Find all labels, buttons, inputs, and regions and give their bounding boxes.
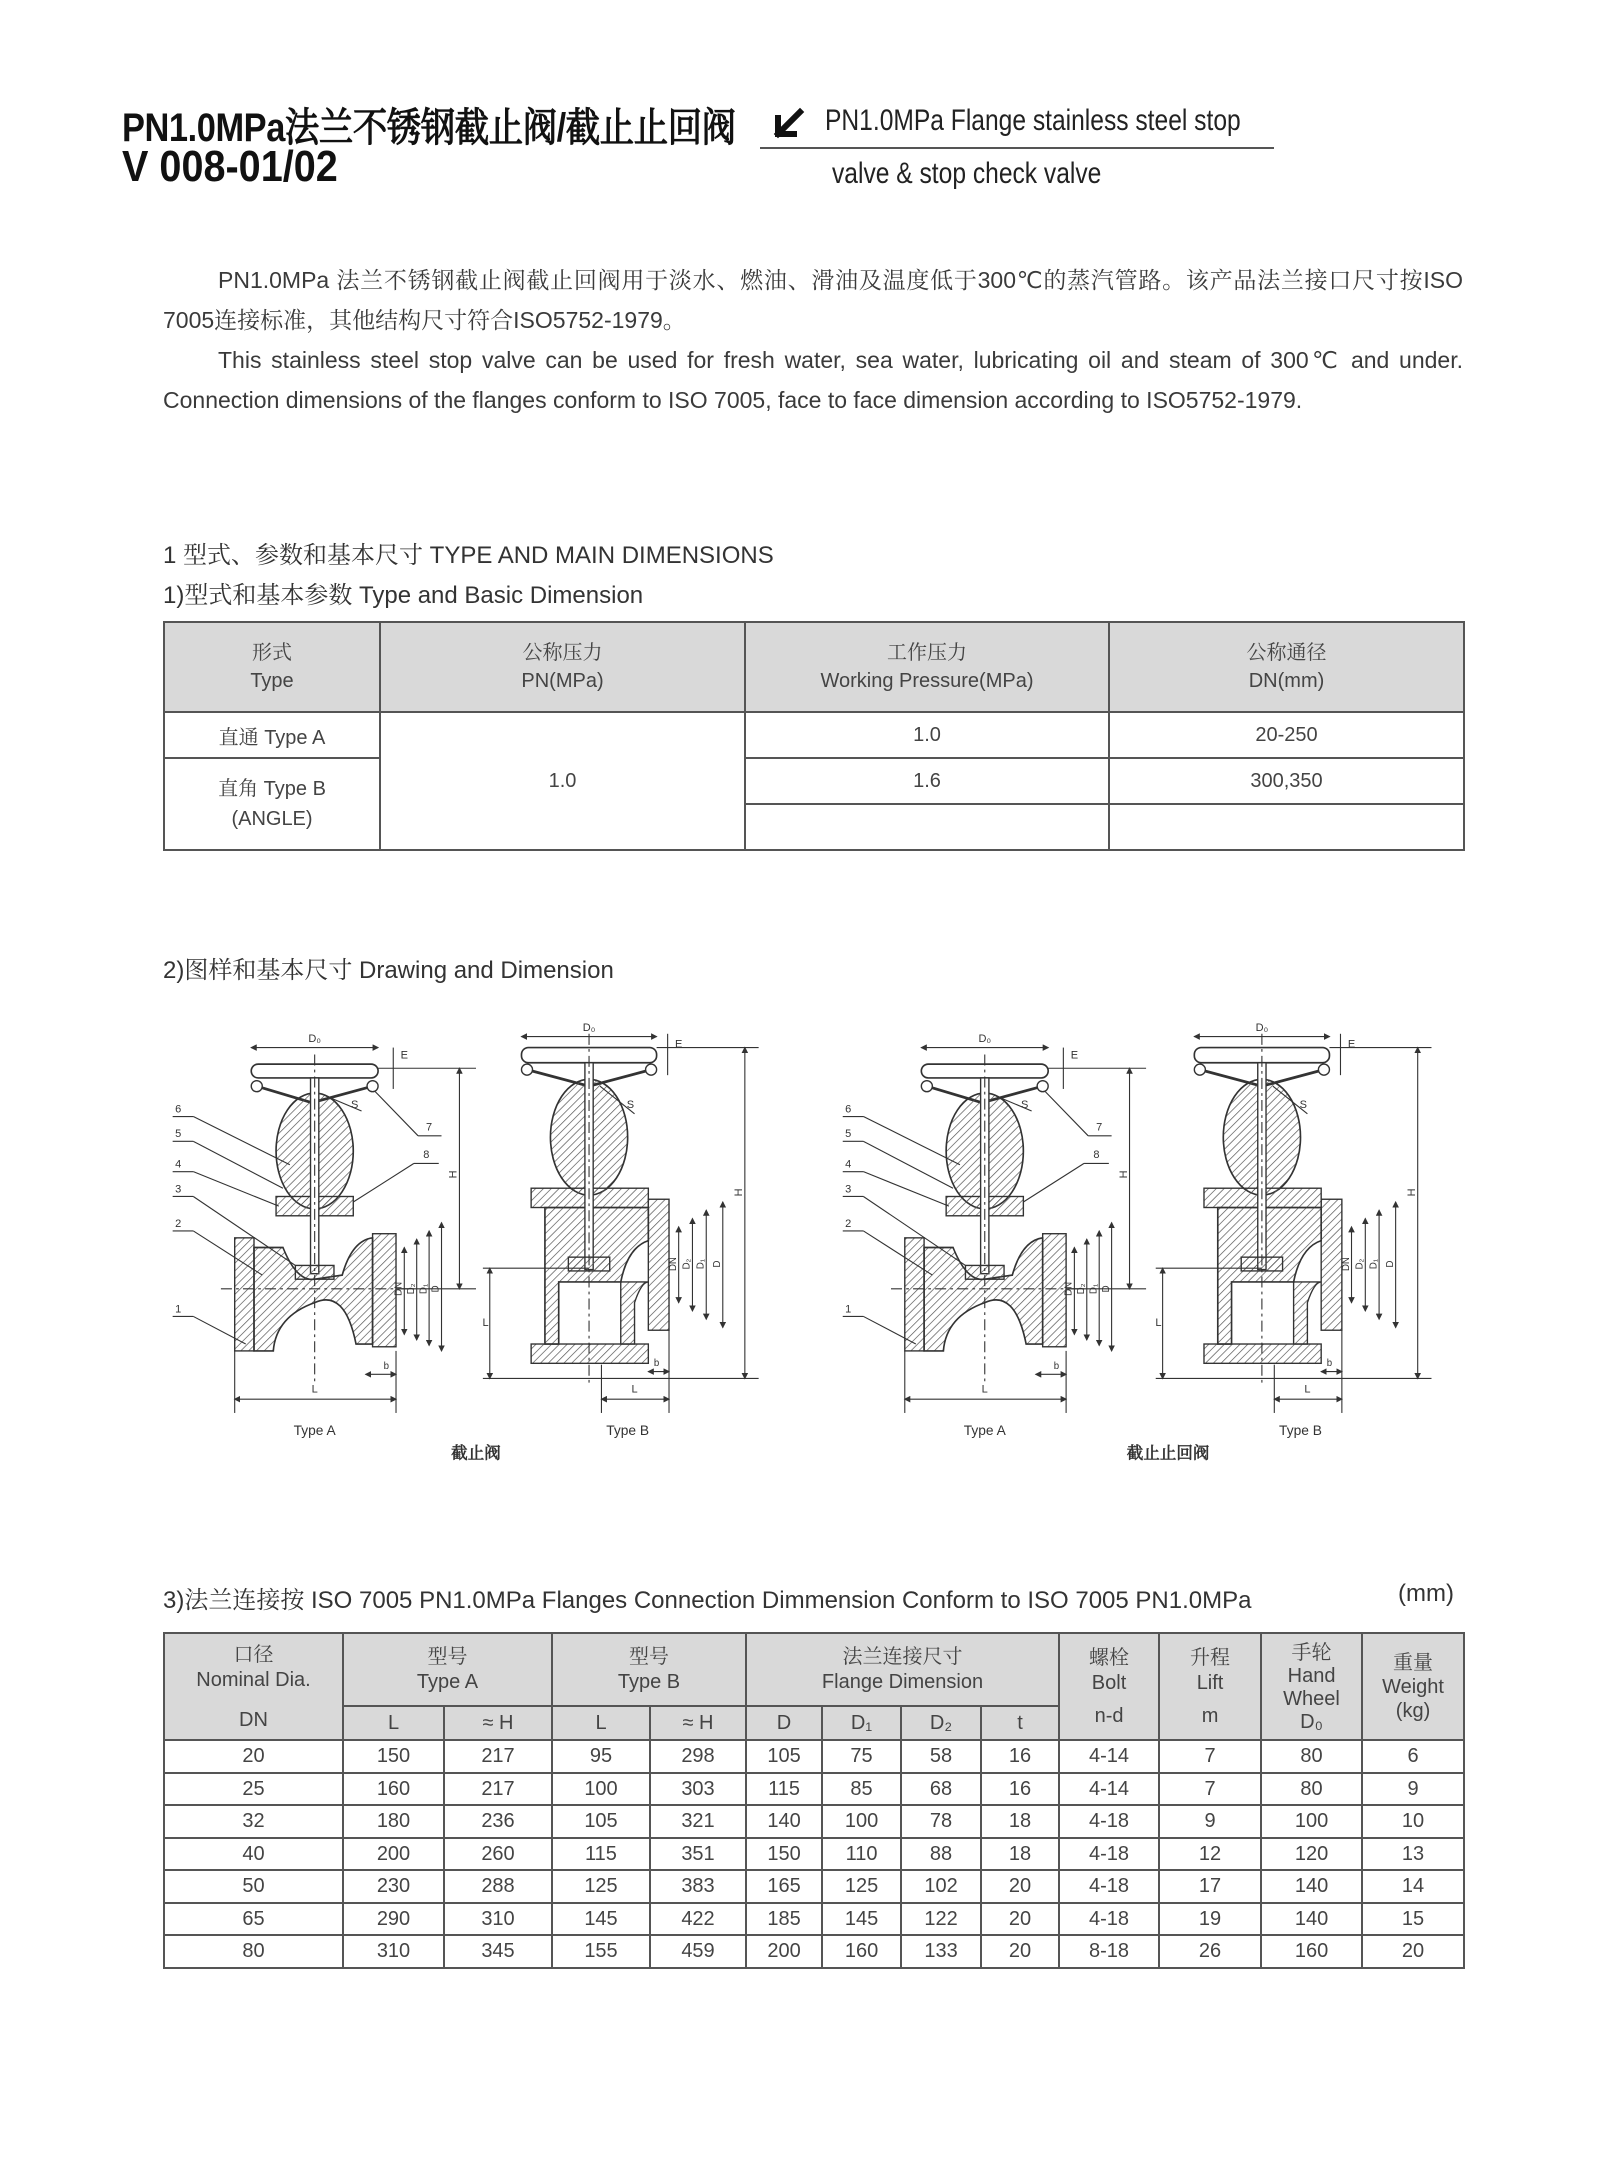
table-cell: 105 xyxy=(746,1740,822,1773)
table-cell: 140 xyxy=(1261,1903,1362,1936)
part-number-label: 7 xyxy=(1096,1121,1103,1134)
h-label: H xyxy=(447,1170,460,1179)
valve-type-a-drawing xyxy=(843,1033,1146,1438)
table-row xyxy=(164,712,1464,758)
header-en: Type A xyxy=(416,1670,479,1693)
table-cell: 105 xyxy=(552,1805,650,1838)
d0-label: D₀ xyxy=(1255,1022,1269,1035)
leader-line xyxy=(863,1117,960,1165)
header-en: Weight xyxy=(1382,1675,1444,1698)
working-pressure-cell: 1.0 xyxy=(745,712,1109,758)
handwheel-knob xyxy=(921,1081,932,1092)
leader-line xyxy=(1023,1163,1084,1202)
header-type-a xyxy=(343,1633,552,1706)
table-cell: 217 xyxy=(444,1773,552,1806)
stop-valve-caption: 截止阀 xyxy=(451,1443,501,1463)
table-cell: 15 xyxy=(1362,1903,1464,1936)
table-cell: 88 xyxy=(901,1838,981,1871)
table-cell: 16 xyxy=(981,1773,1059,1806)
header-en: Flange Dimension xyxy=(821,1670,984,1693)
table-cell: 145 xyxy=(822,1903,901,1936)
d1-label: D₁ xyxy=(695,1258,707,1270)
type-b-caption: Type B xyxy=(606,1423,650,1439)
valve-type-a-drawing xyxy=(173,1033,476,1438)
table-row xyxy=(164,1805,1464,1838)
table-cell: 4-18 xyxy=(1059,1903,1159,1936)
table-cell: 7 xyxy=(1159,1773,1261,1806)
table-cell: 9 xyxy=(1159,1805,1261,1838)
outlet-flange xyxy=(373,1234,396,1347)
table-cell: 12 xyxy=(1159,1838,1261,1871)
h-label: H xyxy=(733,1188,746,1197)
table-cell: 160 xyxy=(1261,1935,1362,1968)
d0-label: D₀ xyxy=(308,1033,321,1046)
table-cell: 383 xyxy=(650,1870,746,1903)
sub-h: ≈ H xyxy=(650,1706,746,1740)
valve-body-lower xyxy=(621,1282,649,1344)
table-cell: 6 xyxy=(1362,1740,1464,1773)
d0-label: D₀ xyxy=(978,1033,992,1046)
part-number-label: 3 xyxy=(175,1183,182,1196)
part-number-label: 2 xyxy=(175,1217,182,1230)
header-lift xyxy=(1159,1633,1261,1740)
table-row xyxy=(164,1935,1464,1968)
table-cell: 19 xyxy=(1159,1903,1261,1936)
type-basic-table xyxy=(163,621,1465,851)
table-cell: 321 xyxy=(650,1805,746,1838)
inlet-flange xyxy=(235,1238,254,1351)
leader-line xyxy=(193,1141,283,1188)
d-label: D xyxy=(1384,1260,1396,1268)
header-cn: 型号 xyxy=(629,1645,669,1668)
header-cn: 升程 xyxy=(1190,1647,1231,1669)
header-cn: 重量 xyxy=(1393,1651,1434,1674)
stop-check-valve-caption: 截止止回阀 xyxy=(1126,1443,1210,1463)
table-cell: 351 xyxy=(650,1838,746,1871)
table-cell: 140 xyxy=(746,1805,822,1838)
l-label: L xyxy=(981,1383,988,1396)
e-label: E xyxy=(400,1049,408,1062)
d2-label: D₂ xyxy=(681,1258,693,1270)
table-cell: 150 xyxy=(343,1740,444,1773)
part-number-label: 7 xyxy=(426,1121,433,1134)
table-cell: 20 xyxy=(164,1740,343,1773)
table-cell: 8-18 xyxy=(1059,1935,1159,1968)
table-cell: 9 xyxy=(1362,1773,1464,1806)
b-label: b xyxy=(653,1358,660,1370)
header-en: Type B xyxy=(617,1670,681,1693)
table-cell: 160 xyxy=(822,1935,901,1968)
d1-label: D₁ xyxy=(1368,1258,1380,1270)
table-cell: 4-18 xyxy=(1059,1870,1159,1903)
table-cell: 115 xyxy=(746,1773,822,1806)
part-number-label: 8 xyxy=(423,1148,430,1161)
leader-line xyxy=(193,1172,278,1206)
intro-en: This stainless steel stop valve can be used for fresh water, sea water, lubricating oil and steam of 300℃ and under. Connection dimensions of the flanges conform to ISO 7005, face to face dimension according to ISO5752-1979. xyxy=(163,347,1463,413)
header-sub: (kg) xyxy=(1395,1699,1431,1722)
table-cell: 26 xyxy=(1159,1935,1261,1968)
header-hand-wheel xyxy=(1261,1633,1362,1740)
table-row xyxy=(164,758,1464,804)
outlet-flange xyxy=(1043,1234,1066,1347)
table-cell: 140 xyxy=(1261,1870,1362,1903)
table-cell: 17 xyxy=(1159,1870,1261,1903)
table-cell: 125 xyxy=(552,1870,650,1903)
table-cell: 310 xyxy=(343,1935,444,1968)
valve-type-b-drawing xyxy=(1155,1022,1431,1438)
page-title: PN1.0MPa法兰不锈钢截止阀/截止止回阀 xyxy=(122,106,736,150)
table-cell: 298 xyxy=(650,1740,746,1773)
table-cell: 180 xyxy=(343,1805,444,1838)
d-label: D xyxy=(1100,1285,1112,1293)
sub-l: L xyxy=(343,1706,444,1740)
table-cell: 303 xyxy=(650,1773,746,1806)
sub-t: t xyxy=(981,1706,1059,1740)
table-cell: 288 xyxy=(444,1870,552,1903)
table-cell: 10 xyxy=(1362,1805,1464,1838)
header-working-pressure xyxy=(745,622,1109,712)
b-label: b xyxy=(383,1360,390,1372)
table-cell: 160 xyxy=(343,1773,444,1806)
section1-heading: 1 型式、参数和基本尺寸 TYPE AND MAIN DIMENSIONS xyxy=(163,542,774,569)
s-label: S xyxy=(1021,1099,1029,1112)
title-divider xyxy=(760,147,1274,149)
d2-label: D₂ xyxy=(1354,1258,1366,1270)
table-cell: 16 xyxy=(981,1740,1059,1773)
table-cell: 150 xyxy=(746,1838,822,1871)
l-label: L xyxy=(631,1383,638,1396)
header-cn: 螺栓 xyxy=(1089,1647,1130,1669)
header-sub: DN xyxy=(239,1708,268,1731)
table-cell: 422 xyxy=(650,1903,746,1936)
part-number-label: 5 xyxy=(175,1128,182,1141)
header-sub: m xyxy=(1201,1705,1219,1727)
header-en: PN(MPa) xyxy=(521,670,604,692)
handwheel-knob xyxy=(1194,1064,1205,1075)
table-cell: 115 xyxy=(552,1838,650,1871)
table-cell: 185 xyxy=(746,1903,822,1936)
table-cell: 102 xyxy=(901,1870,981,1903)
table-cell: 75 xyxy=(822,1740,901,1773)
header-dn xyxy=(1109,622,1464,712)
d1-label: D₁ xyxy=(418,1283,430,1294)
table-cell: 20 xyxy=(981,1935,1059,1968)
part-number-label: 1 xyxy=(845,1303,852,1316)
part-number-label: 8 xyxy=(1093,1148,1100,1161)
header-en: Type xyxy=(250,670,294,692)
bottom-flange xyxy=(1204,1344,1321,1363)
d-label: D xyxy=(712,1260,724,1268)
leader-line xyxy=(193,1117,290,1165)
english-title-line1: PN1.0MPa Flange stainless steel stop xyxy=(825,104,1241,137)
table-cell: 80 xyxy=(1261,1773,1362,1806)
table-cell: 4-18 xyxy=(1059,1838,1159,1871)
type-a-cell: 直通 Type A xyxy=(164,712,380,758)
handwheel-knob xyxy=(251,1081,262,1092)
working-pressure-cell: 1.6 xyxy=(745,758,1109,804)
valve-drawings xyxy=(0,1020,1600,1475)
table-row xyxy=(164,1740,1464,1773)
table-cell: 18 xyxy=(981,1838,1059,1871)
model-number: V 008-01/02 xyxy=(122,142,338,191)
header-en: Nominal Dia. xyxy=(196,1668,311,1691)
table-cell: 145 xyxy=(552,1903,650,1936)
header-weight xyxy=(1362,1633,1464,1740)
header-cn: 工作压力 xyxy=(887,642,967,664)
type-b-cell xyxy=(164,758,380,850)
arrow-down-left-icon xyxy=(768,104,808,144)
d1-label: D₁ xyxy=(1088,1283,1100,1294)
table-cell: 25 xyxy=(164,1773,343,1806)
handwheel-knob xyxy=(521,1064,532,1075)
header-nominal xyxy=(164,1633,343,1740)
table-cell: 290 xyxy=(343,1903,444,1936)
table-cell: 236 xyxy=(444,1805,552,1838)
header-en: Bolt xyxy=(1091,1672,1127,1694)
table-cell: 13 xyxy=(1362,1838,1464,1871)
table-row xyxy=(164,1903,1464,1936)
table-cell: 18 xyxy=(981,1805,1059,1838)
header-type xyxy=(164,622,380,712)
header-cn: 公称通径 xyxy=(1246,642,1327,664)
header-en: Hand Wheel xyxy=(1283,1664,1340,1710)
table-row xyxy=(164,1838,1464,1871)
part-number-label: 4 xyxy=(175,1158,182,1171)
section1-subheading: 1)型式和基本参数 Type and Basic Dimension xyxy=(163,582,644,609)
table-cell: 32 xyxy=(164,1805,343,1838)
table-cell: 58 xyxy=(901,1740,981,1773)
sub-d2: D₂ xyxy=(901,1706,981,1740)
table-cell: 122 xyxy=(901,1903,981,1936)
table-cell: 155 xyxy=(552,1935,650,1968)
b-label: b xyxy=(1053,1360,1060,1372)
handwheel-knob xyxy=(1318,1064,1329,1075)
table-cell: 120 xyxy=(1261,1838,1362,1871)
table-cell: 200 xyxy=(746,1935,822,1968)
flange-dimension-table xyxy=(163,1632,1465,1969)
header-en: Working Pressure(MPa) xyxy=(820,670,1034,692)
table-cell: 100 xyxy=(822,1805,901,1838)
table-header-row xyxy=(164,622,1464,712)
unit-label: (mm) xyxy=(1398,1580,1454,1607)
part-number-label: 2 xyxy=(845,1217,852,1230)
part-number-label: 6 xyxy=(175,1103,182,1116)
side-flange xyxy=(1321,1199,1342,1330)
working-pressure-cell xyxy=(745,804,1109,850)
l-label: L xyxy=(1155,1317,1162,1330)
type-b-caption: Type B xyxy=(1279,1423,1322,1439)
s-label: S xyxy=(350,1099,359,1112)
s-label: S xyxy=(1299,1099,1307,1112)
dn-label: DN xyxy=(667,1257,679,1272)
intro-cn: PN1.0MPa 法兰不锈钢截止阀截止回阀用于淡水、燃油、滑油及温度低于300℃的蒸汽管路。该产品法兰接口尺寸按ISO 7005连接标准，其他结构尺寸符合ISO5752-1979。 xyxy=(163,267,1463,333)
header-cn: 公称压力 xyxy=(522,642,603,664)
handwheel-knob xyxy=(367,1081,378,1092)
dn-label: DN xyxy=(1063,1281,1075,1296)
table-cell: 230 xyxy=(343,1870,444,1903)
table-cell: 200 xyxy=(343,1838,444,1871)
d2-label: D₂ xyxy=(405,1283,417,1295)
header-cn: 形式 xyxy=(252,642,292,664)
table-cell: 68 xyxy=(901,1773,981,1806)
table-cell: 110 xyxy=(822,1838,901,1871)
table-cell: 95 xyxy=(552,1740,650,1773)
table-cell: 260 xyxy=(444,1838,552,1871)
dn-label: DN xyxy=(393,1281,405,1296)
l-label: L xyxy=(482,1317,489,1330)
table-cell: 310 xyxy=(444,1903,552,1936)
header-sub: D₀ xyxy=(1300,1710,1323,1733)
d-label: D xyxy=(430,1285,442,1293)
sub-d1: D₁ xyxy=(822,1706,901,1740)
sub-d: D xyxy=(746,1706,822,1740)
header-bolt xyxy=(1059,1633,1159,1740)
leader-line xyxy=(353,1163,414,1202)
handwheel-knob xyxy=(1037,1081,1048,1092)
inlet-flange xyxy=(905,1238,924,1351)
header-type-b xyxy=(552,1633,746,1706)
intro-text xyxy=(163,260,1463,420)
table-cell: 100 xyxy=(1261,1805,1362,1838)
table-header-row xyxy=(164,1633,1464,1706)
table-cell: 50 xyxy=(164,1870,343,1903)
part-number-label: 3 xyxy=(845,1183,852,1196)
leader-line xyxy=(375,1092,418,1136)
pn-cell: 1.0 xyxy=(380,712,745,850)
type-a-caption: Type A xyxy=(293,1423,336,1439)
header-pn xyxy=(380,622,745,712)
table-cell: 217 xyxy=(444,1740,552,1773)
s-label: S xyxy=(626,1099,635,1112)
header-cn: 型号 xyxy=(427,1645,468,1668)
table-cell: 7 xyxy=(1159,1740,1261,1773)
b-label: b xyxy=(1326,1358,1333,1370)
header-en: Lift xyxy=(1196,1672,1224,1694)
table-cell: 4-18 xyxy=(1059,1805,1159,1838)
leader-line xyxy=(863,1172,948,1206)
d2-label: D₂ xyxy=(1076,1283,1088,1295)
bottom-flange xyxy=(531,1344,648,1363)
table-row xyxy=(164,1870,1464,1903)
header-sub: n-d xyxy=(1094,1705,1124,1727)
table-cell: 85 xyxy=(822,1773,901,1806)
table-cell: 165 xyxy=(746,1870,822,1903)
d0-label: D₀ xyxy=(582,1022,596,1035)
h-label: H xyxy=(1405,1188,1418,1197)
table-cell: 4-14 xyxy=(1059,1773,1159,1806)
e-label: E xyxy=(674,1038,683,1051)
section3-heading: 3)法兰连接按 ISO 7005 PN1.0MPa Flanges Connection Dimmension Conform to ISO 7005 PN1.0MPa xyxy=(163,1587,1252,1614)
dn-label: DN xyxy=(1340,1257,1352,1272)
dn-cell: 20-250 xyxy=(1109,712,1464,758)
english-title-line2: valve & stop check valve xyxy=(832,157,1102,190)
part-number-label: 4 xyxy=(845,1158,852,1171)
dn-cell: 300,350 xyxy=(1109,758,1464,804)
header-cn: 法兰连接尺寸 xyxy=(842,1645,963,1668)
table-cell: 20 xyxy=(981,1903,1059,1936)
sub-h: ≈ H xyxy=(444,1706,552,1740)
valve-type-b-drawing xyxy=(483,1022,759,1438)
section2-heading: 2)图样和基本尺寸 Drawing and Dimension xyxy=(163,957,614,984)
l-label: L xyxy=(1304,1383,1311,1396)
table-cell: 20 xyxy=(981,1870,1059,1903)
e-label: E xyxy=(1347,1038,1356,1051)
type-b-label: 直角 Type B xyxy=(218,778,326,800)
table-cell: 125 xyxy=(822,1870,901,1903)
type-b-note: (ANGLE) xyxy=(231,808,313,830)
part-number-label: 5 xyxy=(845,1128,852,1141)
table-cell: 4-14 xyxy=(1059,1740,1159,1773)
table-cell: 20 xyxy=(1362,1935,1464,1968)
header-flange xyxy=(746,1633,1059,1706)
table-cell: 133 xyxy=(901,1935,981,1968)
part-number-label: 6 xyxy=(845,1103,852,1116)
h-label: H xyxy=(1117,1170,1130,1179)
table-cell: 78 xyxy=(901,1805,981,1838)
type-a-caption: Type A xyxy=(963,1423,1006,1439)
table-cell: 459 xyxy=(650,1935,746,1968)
header-cn: 口径 xyxy=(233,1643,274,1666)
dn-cell xyxy=(1109,804,1464,850)
table-cell: 80 xyxy=(164,1935,343,1968)
table-cell: 345 xyxy=(444,1935,552,1968)
part-number-label: 1 xyxy=(175,1303,182,1316)
leader-line xyxy=(863,1141,953,1188)
side-flange xyxy=(648,1199,669,1330)
table-cell: 14 xyxy=(1362,1870,1464,1903)
valve-body-lower xyxy=(1294,1282,1322,1344)
table-row xyxy=(164,1773,1464,1806)
header-cn: 手轮 xyxy=(1291,1641,1332,1664)
table-cell: 65 xyxy=(164,1903,343,1936)
sub-l: L xyxy=(552,1706,650,1740)
l-label: L xyxy=(311,1383,318,1396)
handwheel-knob xyxy=(646,1064,657,1075)
header-en: DN(mm) xyxy=(1248,670,1325,692)
table-cell: 80 xyxy=(1261,1740,1362,1773)
table-cell: 100 xyxy=(552,1773,650,1806)
e-label: E xyxy=(1070,1049,1079,1062)
leader-line xyxy=(1045,1092,1088,1136)
table-cell: 40 xyxy=(164,1838,343,1871)
